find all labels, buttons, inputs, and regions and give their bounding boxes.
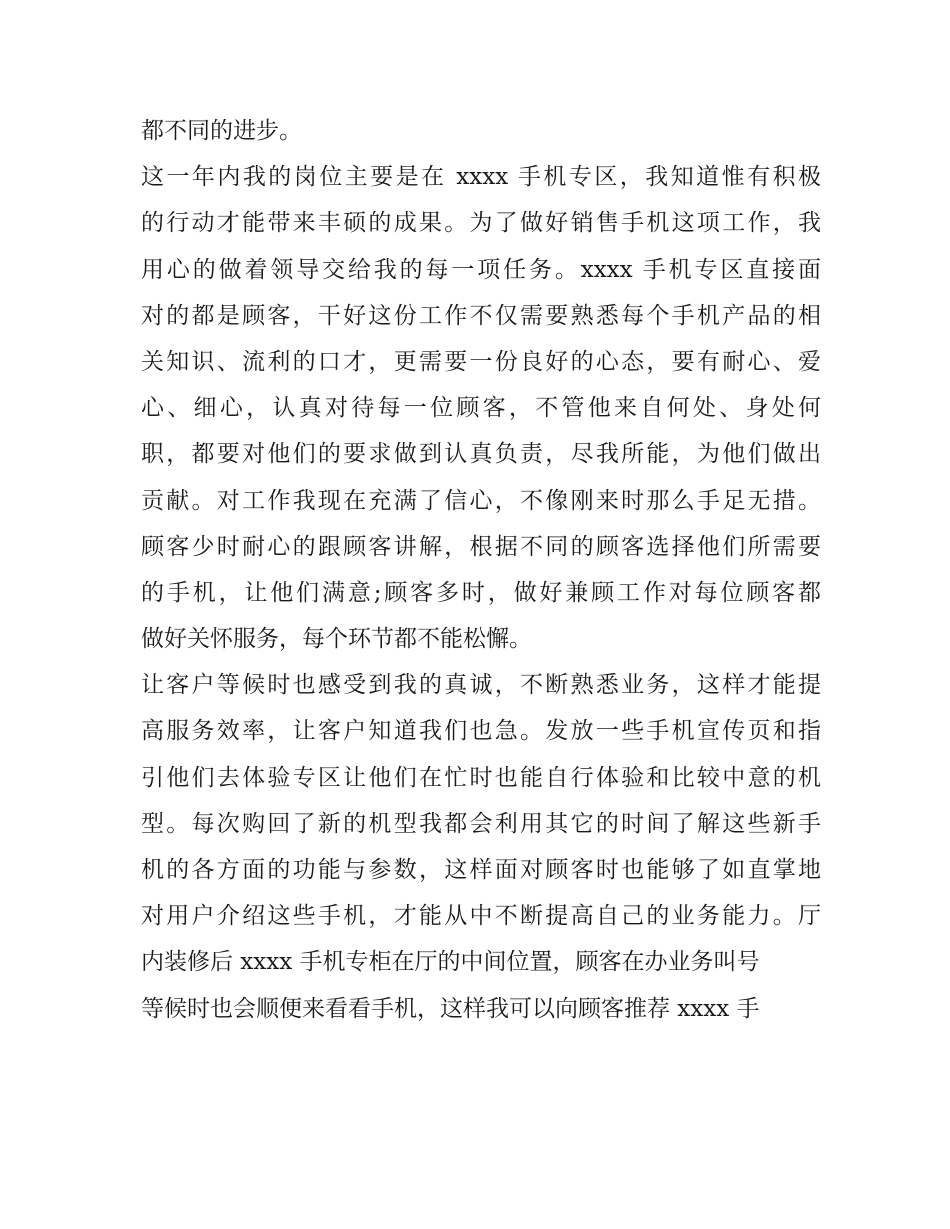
- text-line: 用心的做着领导交给我的每一项任务。xxxx 手机专区直接面: [141, 256, 821, 283]
- text-line: 的行动才能带来丰硕的成果。为了做好销售手机这项工作，我: [141, 210, 821, 237]
- text-line: 等候时也会顺便来看看手机，这样我可以向顾客推荐 xxxx 手: [141, 995, 760, 1022]
- text-line: 职，都要对他们的要求做到认真负责，尽我所能，为他们做出: [141, 441, 821, 468]
- text-line: 高服务效率，让客户知道我们也急。发放一些手机宣传页和指: [141, 718, 821, 745]
- text-line: 引他们去体验专区让他们在忙时也能自行体验和比较中意的机: [141, 764, 821, 791]
- text-line: 型。每次购回了新的机型我都会利用其它的时间了解这些新手: [141, 810, 821, 837]
- text-line: 对用户介绍这些手机，才能从中不断提高自己的业务能力。厅: [141, 903, 821, 930]
- text-line: 心、细心，认真对待每一位顾客，不管他来自何处、身处何: [141, 395, 821, 422]
- text-line: 这一年内我的岗位主要是在 xxxx 手机专区，我知道惟有积极: [141, 164, 821, 191]
- text-line: 关知识、流利的口才，更需要一份良好的心态，要有耐心、爱: [141, 348, 821, 375]
- text-line: 机的各方面的功能与参数，这样面对顾客时也能够了如直掌地: [141, 857, 821, 883]
- text-line: 让客户等候时也感受到我的真诚，不断熟悉业务，这样才能提: [141, 672, 821, 699]
- text-line: 的手机，让他们满意;顾客多时，做好兼顾工作对每位顾客都: [141, 579, 821, 606]
- text-line: 对的都是顾客，干好这份工作不仅需要熟悉每个手机产品的相: [141, 302, 821, 329]
- text-line: 做好关怀服务，每个环节都不能松懈。: [141, 626, 532, 653]
- body-text: [141, 108, 821, 1032]
- text-line: 都不同的进步。: [141, 118, 302, 144]
- text-line: 内装修后 xxxx 手机专柜在厅的中间位置，顾客在办业务叫号: [141, 949, 760, 976]
- text-line: 贡献。对工作我现在充满了信心，不像刚来时那么手足无措。: [141, 487, 821, 514]
- text-line: 顾客少时耐心的跟顾客讲解，根据不同的顾客选择他们所需要: [141, 533, 821, 560]
